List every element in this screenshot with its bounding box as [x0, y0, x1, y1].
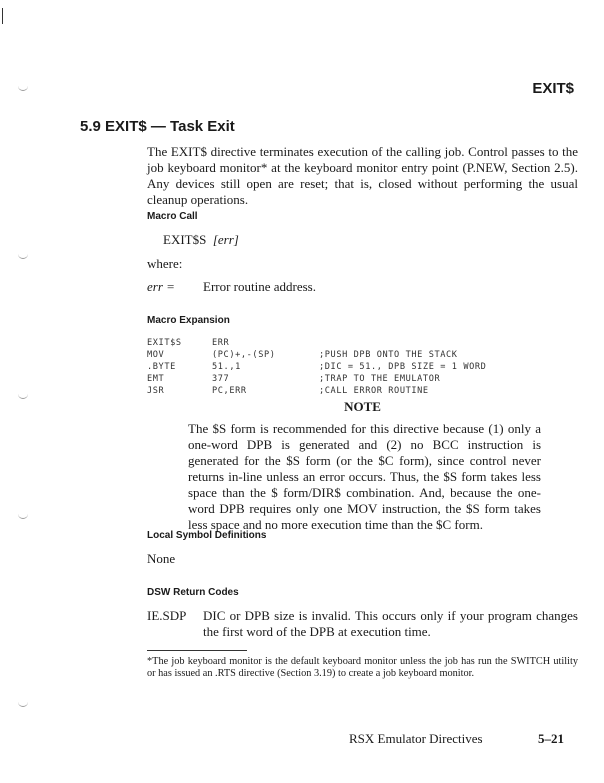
running-header: EXIT$ — [532, 80, 574, 97]
code-comment — [319, 337, 486, 349]
code-op: MOV — [147, 350, 165, 360]
macro-call-heading: Macro Call — [147, 211, 198, 222]
where-label: where: — [147, 256, 183, 271]
code-arg: 51.,1 — [212, 362, 241, 372]
code-comment: ;TRAP TO THE EMULATOR — [319, 374, 441, 384]
footer-book-title: RSX Emulator Directives — [349, 731, 483, 746]
code-comment: ;DIC = 51., DPB SIZE = 1 WORD — [319, 362, 487, 372]
macro-name: EXIT$S — [163, 232, 207, 247]
code-arg: PC,ERR — [212, 386, 247, 396]
note-text: The $S form is recommended for this directive because (1) only a one-word DPB is generated and (2) no BCC instruction is generated for the $S form (or the $C form), since control never returns in-line unless an error occurs. Thus, the $S form takes less space than the $ form/DIR$ combination. And, because the one-word DPB requires only one MOV instruction, the $S form takes less space and no more execution time than the $C form. — [188, 421, 541, 532]
binding-mark — [18, 392, 28, 399]
code-op: EMT — [147, 374, 165, 384]
dsw-heading: DSW Return Codes — [147, 587, 239, 598]
binding-mark — [18, 84, 28, 91]
binding-mark — [18, 252, 28, 259]
binding-mark — [18, 700, 28, 707]
local-symbols-text: None — [147, 551, 176, 566]
section-title — [80, 118, 235, 135]
page-number: 5–21 — [538, 731, 564, 746]
param-desc: Error routine address. — [203, 279, 316, 294]
macro-expansion-code — [147, 337, 486, 397]
code-arg: 377 — [212, 374, 230, 384]
code-row — [147, 361, 486, 373]
param-name: err = — [147, 279, 175, 294]
section-title-text: EXIT$ — Task Exit — [105, 118, 235, 135]
code-arg: (PC)+,-(SP) — [212, 350, 276, 360]
code-comment: ;PUSH DPB ONTO THE STACK — [319, 350, 458, 360]
code-arg: ERR — [212, 338, 230, 348]
code-op: JSR — [147, 386, 165, 396]
code-row — [147, 337, 486, 349]
macro-arg: [err] — [212, 232, 239, 247]
section-number: 5.9 — [80, 118, 101, 135]
dsw-code: IE.SDP — [147, 608, 187, 623]
binding-mark — [18, 512, 28, 519]
scan-mark — [2, 8, 3, 24]
footnote-rule — [147, 650, 247, 651]
footnote: *The job keyboard monitor is the default keyboard monitor unless the job has run the SWITCH utility or has issued an .RTS directive (Section 3.19) to create a job keyboard monitor. — [147, 656, 578, 679]
macro-expansion-heading: Macro Expansion — [147, 315, 230, 326]
code-op: EXIT$S — [147, 338, 182, 348]
code-op: .BYTE — [147, 362, 176, 372]
note-heading: NOTE — [344, 399, 381, 414]
local-symbols-heading: Local Symbol Definitions — [147, 530, 267, 541]
code-row — [147, 385, 486, 397]
code-comment: ;CALL ERROR ROUTINE — [319, 386, 429, 396]
dsw-desc: DIC or DPB size is invalid. This occurs only if your program changes the first word of the DPB at execution time. — [203, 608, 578, 639]
code-row — [147, 373, 486, 385]
macro-call-syntax — [163, 232, 239, 248]
intro-paragraph: The EXIT$ directive terminates execution of the calling job. Control passes to the job keyboard monitor* at the keyboard monitor entry point (P.NEW, Section 2.5). Any devices still open are reset; that is, closed without performing the usual cleanup operations. — [147, 144, 578, 207]
code-row — [147, 349, 486, 361]
